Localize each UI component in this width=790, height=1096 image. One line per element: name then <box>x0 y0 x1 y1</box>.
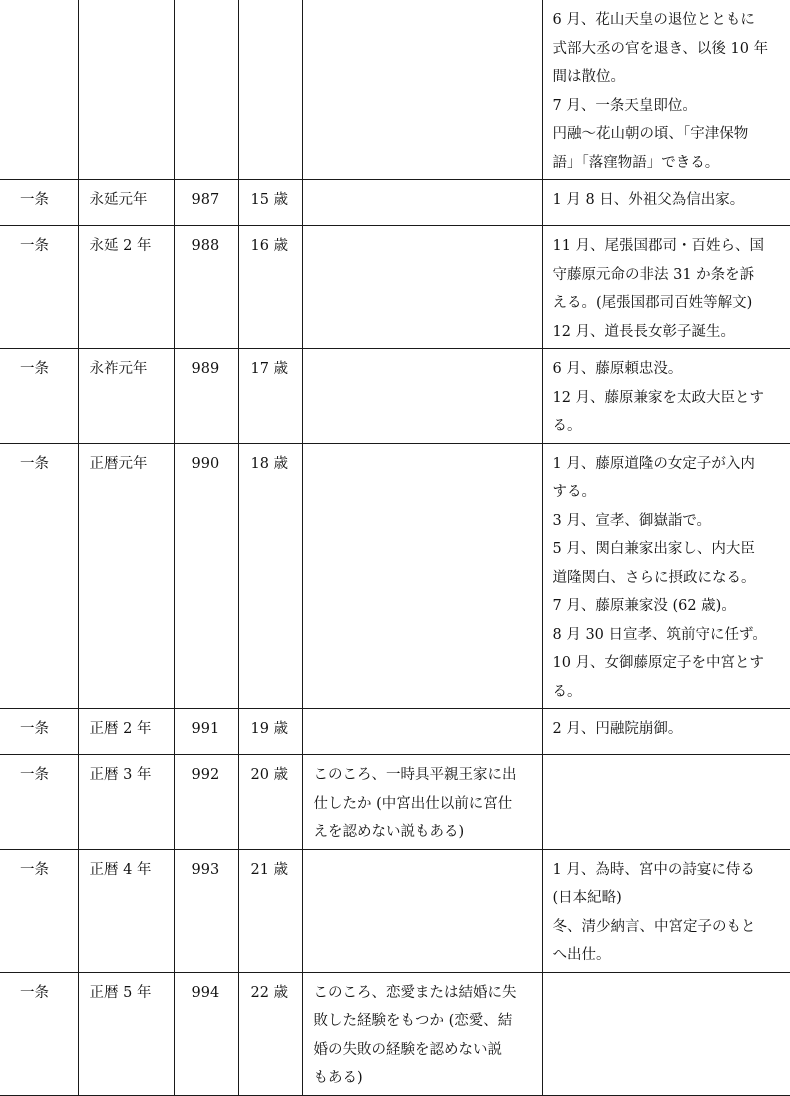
table-row <box>0 755 790 850</box>
history-line: 円融～花山朝の頃、「宇津保物 <box>552 126 749 142</box>
year-cell: 993 <box>174 849 238 972</box>
age-cell: 21 歳 <box>238 849 302 972</box>
history-line: 8 月 30 日宣孝、筑前守に任ず。 <box>552 626 767 643</box>
age-cell: 17 歳 <box>238 349 302 444</box>
table-row <box>0 349 790 444</box>
age-cell: 18 歳 <box>238 443 302 709</box>
history-cell <box>542 0 790 180</box>
biography-cell <box>302 349 542 444</box>
age-cell: 22 歳 <box>238 972 302 1095</box>
history-line: 冬、清少納言、中宮定子のもと <box>552 918 756 935</box>
table-row <box>0 0 790 180</box>
emperor-cell: 一条 <box>0 972 78 1095</box>
history-cell <box>542 849 790 972</box>
year-cell: 989 <box>174 349 238 444</box>
biography-cell <box>302 180 542 226</box>
year-cell: 990 <box>174 443 238 709</box>
table-row <box>0 972 790 1095</box>
age-cell: 16 歳 <box>238 226 302 349</box>
biography-cell <box>302 443 542 709</box>
history-line: える。(尾張国郡司百姓等解文) <box>552 295 753 311</box>
year-cell: 988 <box>174 226 238 349</box>
biography-line: 敗した経験をもつか (恋愛、結 <box>313 1013 513 1029</box>
history-line: 5 月、関白兼家出家し、内大臣 <box>552 541 755 557</box>
table-row <box>0 849 790 972</box>
history-line: 式部大丞の官を退き、以後 10 年 <box>552 40 769 57</box>
history-cell <box>542 755 790 850</box>
era-cell: 正暦元年 <box>78 443 174 709</box>
history-line: 道隆関白、さらに摂政になる。 <box>552 569 756 586</box>
history-line: 3 月、宣孝、御嶽詣で。 <box>552 512 712 529</box>
history-line: る。 <box>552 683 582 700</box>
era-cell: 正暦 4 年 <box>78 849 174 972</box>
biography-cell <box>302 709 542 755</box>
biography-line: このころ、一時具平親王家に出 <box>313 767 517 783</box>
era-cell: 永延元年 <box>78 180 174 226</box>
biography-line: もある) <box>313 1070 363 1086</box>
era-cell: 正暦 2 年 <box>78 709 174 755</box>
history-line: 守藤原元命の非法 31 か条を訴 <box>552 266 755 283</box>
age-cell: 20 歳 <box>238 755 302 850</box>
history-cell <box>542 349 790 444</box>
biography-line: えを認めない説もある) <box>313 824 465 840</box>
history-cell <box>542 443 790 709</box>
history-line: (日本紀略) <box>552 890 622 906</box>
biography-line: 婚の失敗の経験を認めない説 <box>313 1041 502 1058</box>
emperor-cell: 一条 <box>0 180 78 226</box>
history-line: 7 月、藤原兼家没 (62 歳)。 <box>552 598 736 614</box>
history-line: る。 <box>552 418 582 434</box>
history-line: 12 月、道長長女彰子誕生。 <box>552 323 736 340</box>
history-line: 2 月、円融院崩御。 <box>552 721 683 737</box>
biography-cell <box>302 0 542 180</box>
era-cell: 正暦 3 年 <box>78 755 174 850</box>
table-row <box>0 180 790 226</box>
biography-line: このころ、恋愛または結婚に失 <box>313 984 517 1001</box>
history-line: する。 <box>552 484 596 500</box>
year-cell <box>174 0 238 180</box>
biography-cell <box>302 755 542 850</box>
emperor-cell: 一条 <box>0 349 78 444</box>
age-cell: 15 歳 <box>238 180 302 226</box>
history-cell <box>542 180 790 226</box>
biography-cell <box>302 849 542 972</box>
emperor-cell: 一条 <box>0 226 78 349</box>
table-row <box>0 709 790 755</box>
history-line: 1 月、為時、宮中の詩宴に侍る <box>552 861 755 878</box>
history-line: 6 月、藤原頼忠没。 <box>552 361 683 377</box>
year-cell: 987 <box>174 180 238 226</box>
biography-cell <box>302 226 542 349</box>
history-line: へ出仕。 <box>552 947 611 963</box>
history-line: 1 月、藤原道隆の女定子が入内 <box>552 455 755 472</box>
age-cell <box>238 0 302 180</box>
era-cell: 永祚元年 <box>78 349 174 444</box>
emperor-cell <box>0 0 78 180</box>
emperor-cell: 一条 <box>0 755 78 850</box>
table-row <box>0 443 790 709</box>
history-line: 12 月、藤原兼家を太政大臣とす <box>552 389 765 406</box>
history-cell <box>542 226 790 349</box>
history-line: 11 月、尾張国郡司・百姓ら、国 <box>552 238 765 254</box>
year-cell: 992 <box>174 755 238 850</box>
history-line: 1 月 8 日、外祖父為信出家。 <box>552 192 745 208</box>
history-line: 10 月、女御藤原定子を中宮とす <box>552 655 765 671</box>
history-line: 6 月、花山天皇の退位とともに <box>552 12 755 28</box>
biography-cell <box>302 972 542 1095</box>
history-line: 7 月、一条天皇即位。 <box>552 97 697 114</box>
history-cell <box>542 709 790 755</box>
era-cell: 永延 2 年 <box>78 226 174 349</box>
history-line: 間は散位。 <box>552 69 625 85</box>
emperor-cell: 一条 <box>0 849 78 972</box>
era-cell <box>78 0 174 180</box>
biography-line: 仕したか (中宮出仕以前に宮仕 <box>313 795 513 812</box>
history-line: 語」「落窪物語」できる。 <box>552 154 720 171</box>
history-cell <box>542 972 790 1095</box>
emperor-cell: 一条 <box>0 443 78 709</box>
age-cell: 19 歳 <box>238 709 302 755</box>
year-cell: 994 <box>174 972 238 1095</box>
year-cell: 991 <box>174 709 238 755</box>
emperor-cell: 一条 <box>0 709 78 755</box>
table-row <box>0 226 790 349</box>
era-cell: 正暦 5 年 <box>78 972 174 1095</box>
